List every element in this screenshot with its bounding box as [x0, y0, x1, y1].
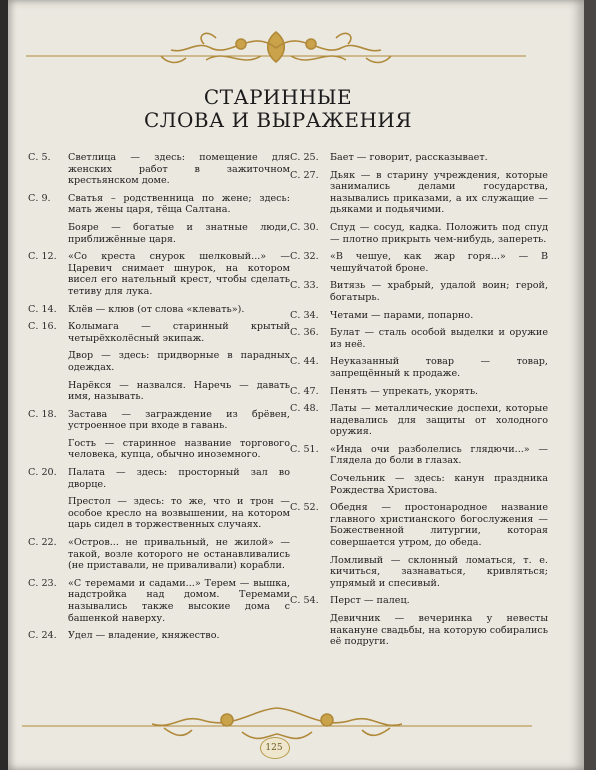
- entry-text: Двор — здесь: придворные в парадных одеждах.: [68, 350, 290, 373]
- left-column: [28, 152, 290, 648]
- entry-text: Престол — здесь: то же, что и трон — особое кресло на возвышении, на котором царь сидел в торжественных случаях.: [68, 496, 290, 531]
- page-ref: С. 18.: [28, 408, 57, 420]
- glossary-entry: [290, 444, 548, 467]
- glossary-entry: [290, 386, 548, 398]
- page-ref: С. 48.: [290, 403, 319, 415]
- glossary-entry: [28, 537, 290, 572]
- entry-text: Удел — владение, княжество.: [68, 630, 220, 642]
- page-ref: С. 5.: [28, 152, 51, 163]
- entry-text: Ломливый — склонный ломаться, т. е. кичиться, зазнаваться, кривляться; упрямый и спесивый.: [330, 554, 548, 589]
- entry-text: Нарёкся — назвался. Наречь — давать имя, называть.: [68, 379, 290, 403]
- entry-text: «С теремами и садами...» Терем — вышка, надстройка над домом. Теремами назывались также высокие дома с башенкой наверху.: [68, 577, 290, 624]
- right-column: [290, 152, 548, 654]
- page-ref: С. 52.: [290, 502, 319, 514]
- glossary-entry: [28, 193, 290, 216]
- glossary-entry: [290, 310, 548, 322]
- entry-text: Бояре — богатые и знатные люди, приближённые царя.: [68, 221, 290, 245]
- entry-text: Бает — говорит, рассказывает.: [330, 152, 488, 163]
- entry-text: Обедня — простонародное название главного христианского богослужения — Божественной литургии, которая совершается утром, до обеда.: [330, 502, 548, 549]
- glossary-entry: [28, 321, 290, 344]
- page-ref: С. 22.: [28, 537, 57, 549]
- floral-ornament-icon: [26, 18, 526, 78]
- page-ref: С. 27.: [290, 169, 319, 181]
- page-ref: С. 9.: [28, 192, 51, 204]
- title-line-2: СЛОВА И ВЫРАЖЕНИЯ: [144, 108, 412, 132]
- glossary-entry: [290, 280, 548, 303]
- entry-text: Девичник — вечеринка у невесты накануне свадьбы, на которую собирались её подруги.: [330, 613, 548, 648]
- entry-text: Гость — старинное название торгового человека, купца, обычно иноземного.: [68, 437, 290, 461]
- page-ref: С. 12.: [28, 251, 57, 263]
- glossary-entry: [28, 152, 290, 187]
- entry-text: Палата — здесь: просторный зал во дворце.: [68, 467, 290, 490]
- book-page: [8, 0, 584, 770]
- page-ref: С. 14.: [28, 303, 57, 315]
- entry-text: Сочельник — здесь: канун праздника Рождества Христова.: [330, 473, 548, 496]
- glossary-entry: [290, 170, 548, 216]
- page-number: 125: [265, 743, 283, 753]
- page-ref: С. 24.: [28, 630, 57, 642]
- page-ref: С. 32.: [290, 251, 319, 263]
- glossary-entry: [290, 251, 548, 274]
- page-ref: С. 30.: [290, 221, 319, 233]
- page-ref: С. 51.: [290, 443, 319, 455]
- entry-text: «Остров... не привальный, не жилой» — такой, возле которого не останавливались (не приставали, не приваливали) корабли.: [68, 537, 290, 572]
- glossary-entry: [28, 467, 290, 490]
- entry-text: Светлица — здесь: помещение для женских работ в зажиточном крестьянском доме.: [68, 152, 290, 187]
- entry-text: «Со креста снурок шелковый...» — Царевич снимает шнурок, на котором висел его нательный крест, чтобы сделать тетиву для лука.: [68, 251, 290, 297]
- entry-text: Спуд — сосуд, кадка. Положить под спуд — плотно прикрыть чем-нибудь, запереть.: [330, 221, 548, 245]
- entry-text: «В чешуе, как жар горя...» — В чешуйчатой броне.: [330, 251, 548, 274]
- page-ref: С. 33.: [290, 280, 319, 292]
- glossary-entry: [28, 251, 290, 297]
- page-ref: С. 36.: [290, 327, 319, 339]
- glossary-entry: [290, 403, 548, 438]
- glossary-entry: [28, 409, 290, 432]
- page-ref: С. 54.: [290, 595, 319, 607]
- entry-text: Колымага — старинный крытый четырёхколёсный экипаж.: [68, 321, 290, 344]
- book-spine: [0, 0, 8, 770]
- entry-text: Булат — сталь особой выделки и оружие из неё.: [330, 327, 548, 350]
- page-ref: С. 44.: [290, 356, 319, 368]
- page-ref: С. 25.: [290, 152, 319, 163]
- page-ref: С. 47.: [290, 385, 319, 397]
- entry-text: Латы — металлические доспехи, которые надевались для защиты от холодного оружия.: [330, 403, 548, 438]
- entry-text: Клёв — клюв (от слова «клевать»).: [68, 303, 245, 315]
- title-line-1: СТАРИННЫЕ: [203, 85, 353, 109]
- entry-text: Дьяк — в старину учреждения, которые занимались делами государства, назывались приказами, а их служащие — дьяками и подьячими.: [330, 169, 548, 216]
- entry-text: Витязь — храбрый, удалой воин; герой, богатырь.: [330, 280, 548, 303]
- glossary-entry: [290, 152, 548, 164]
- page-ref: С. 23.: [28, 577, 57, 589]
- entry-text: Сватья – родственница по жене; здесь: мать жены царя, тёща Салтана.: [68, 192, 290, 216]
- glossary-entry: [28, 578, 290, 624]
- page-ref: С. 16.: [28, 321, 57, 333]
- page-ref: С. 34.: [290, 309, 319, 321]
- entry-text: Неуказанный товар — товар, запрещённый к продаже.: [330, 356, 548, 379]
- glossary-entry: [290, 356, 548, 379]
- entry-text: Перст — палец.: [330, 595, 410, 607]
- glossary-entry: [290, 595, 548, 607]
- page-title: [118, 86, 438, 132]
- glossary-entry: [290, 222, 548, 245]
- page-ref: С. 20.: [28, 467, 57, 479]
- entry-text: Пенять — упрекать, укорять.: [330, 385, 479, 397]
- entry-text: Четами — парами, попарно.: [330, 309, 474, 321]
- glossary-entry: [290, 327, 548, 350]
- glossary-entry: [28, 630, 290, 642]
- glossary-entry: [28, 304, 290, 316]
- glossary-entry: [290, 502, 548, 548]
- entry-text: «Инда очи разболелись глядючи...» — Глядела до боли в глазах.: [330, 443, 548, 467]
- entry-text: Застава — заграждение из брёвен, устроенное при входе в гавань.: [68, 408, 290, 432]
